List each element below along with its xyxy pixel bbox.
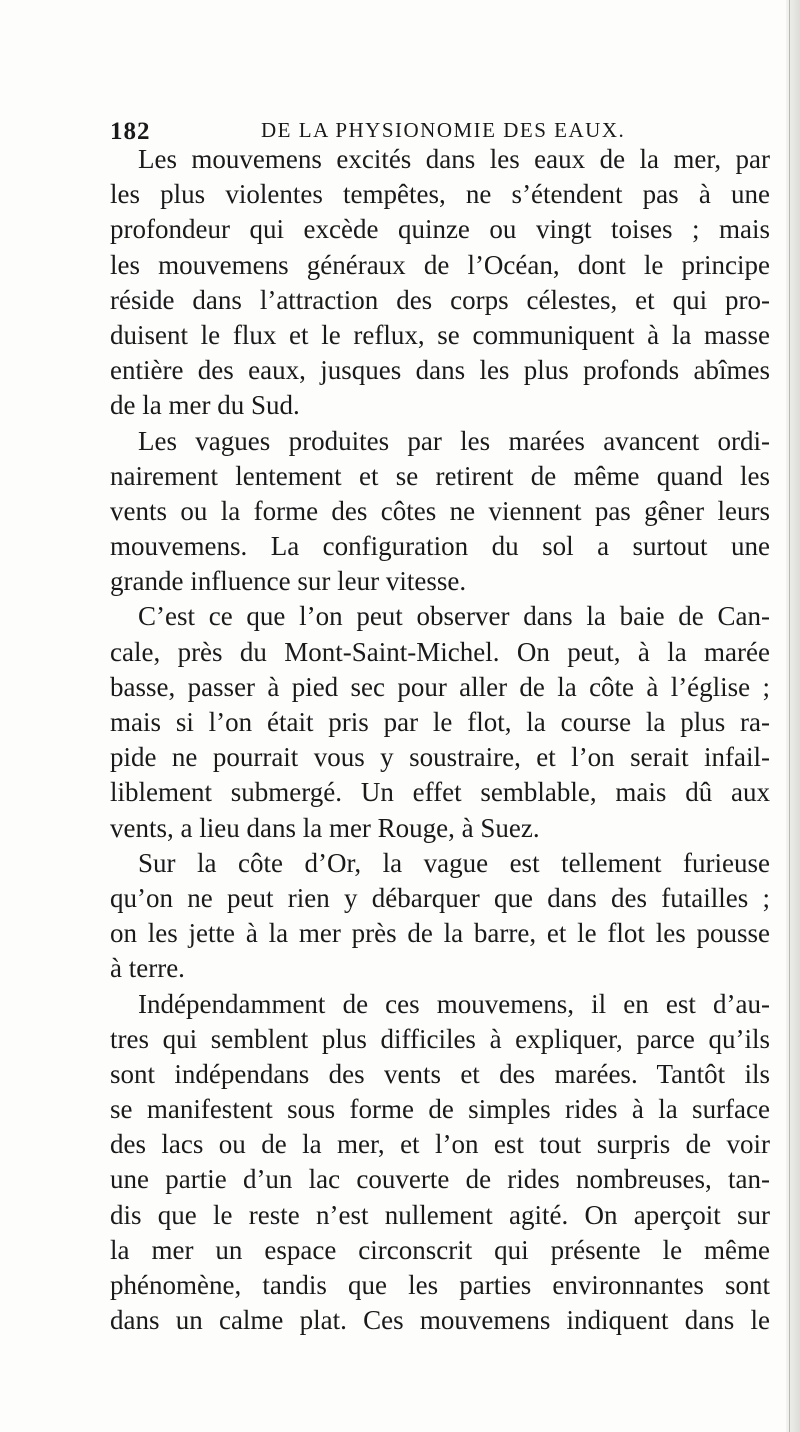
- text-line: une partie d’un lac couverte de rides nombreuses, tan-: [110, 1164, 770, 1195]
- text-line: Sur la côte d’Or, la vague est tellement furieuse: [138, 847, 770, 878]
- running-head: DE LA PHYSIONOMIE DES EAUX.: [261, 118, 626, 142]
- text-line: tres qui semblent plus difficiles à expliquer, parce qu’ils: [110, 1023, 770, 1054]
- text-line: C’est ce que l’on peut observer dans la baie de Can-: [138, 601, 770, 632]
- text-line: les plus violentes tempêtes, ne s’étendent pas à une: [110, 179, 770, 210]
- text-line: dans un calme plat. Ces mouvemens indiquent dans le: [110, 1305, 770, 1336]
- text-line: mais si l’on était pris par le flot, la course la plus ra-: [110, 707, 770, 737]
- text-line: sont indépendans des vents et des marées. Tantôt ils: [110, 1058, 770, 1089]
- text-line: se manifestent sous forme de simples rides à la surface: [110, 1094, 770, 1125]
- text-line: grande influence sur leur vitesse.: [110, 566, 467, 597]
- text-line: à terre.: [110, 953, 185, 984]
- page-number: 182: [110, 118, 151, 145]
- text-line: duisent le flux et le reflux, se communiquent à la masse: [110, 319, 770, 350]
- text-line: vents, a lieu dans la mer Rouge, à Suez.: [110, 812, 540, 843]
- text-line: la mer un espace circonscrit qui présente le même: [110, 1234, 770, 1265]
- text-line: mouvemens. La configuration du sol a surtout une: [110, 531, 770, 562]
- text-line: basse, passer à pied sec pour aller de la côte à l’église ;: [110, 671, 770, 702]
- text-line: vents ou la forme des côtes ne viennent pas gêner leurs: [110, 495, 770, 526]
- text-line: de la mer du Sud.: [110, 390, 300, 421]
- body-text: [110, 142, 770, 1338]
- text-line: Les vagues produites par les marées avancent ordi-: [138, 425, 770, 456]
- text-line: les mouvemens généraux de l’Océan, dont le principe: [110, 249, 770, 280]
- text-line: pide ne pourrait vous y soustraire, et l’on serait infail-: [110, 742, 770, 773]
- text-line: phénomène, tandis que les parties environnantes sont: [110, 1270, 770, 1300]
- text-line: qu’on ne peut rien y débarquer que dans des futailles ;: [110, 882, 770, 913]
- page-edge-line: [789, 0, 790, 1432]
- text-line: on les jette à la mer près de la barre, et le flot les pousse: [110, 918, 770, 949]
- text-line: des lacs ou de la mer, et l’on est tout surpris de voir: [110, 1129, 770, 1160]
- text-line: Les mouvemens excités dans les eaux de la mer, par: [138, 144, 770, 174]
- text-line: réside dans l’attraction des corps célestes, et qui pro-: [110, 284, 770, 315]
- text-line: Indépendamment de ces mouvemens, il en est d’au-: [138, 988, 770, 1019]
- text-line: cale, près du Mont-Saint-Michel. On peut, à la marée: [110, 636, 770, 667]
- text-line: profondeur qui excède quinze ou vingt toises ; mais: [110, 214, 770, 245]
- text-line: entière des eaux, jusques dans les plus profonds abîmes: [110, 355, 770, 386]
- text-line: nairement lentement et se retirent de même quand les: [110, 460, 770, 491]
- text-line: liblement submergé. Un effet semblable, mais dû aux: [110, 777, 770, 808]
- text-line: dis que le reste n’est nullement agité. On aperçoit sur: [110, 1199, 770, 1230]
